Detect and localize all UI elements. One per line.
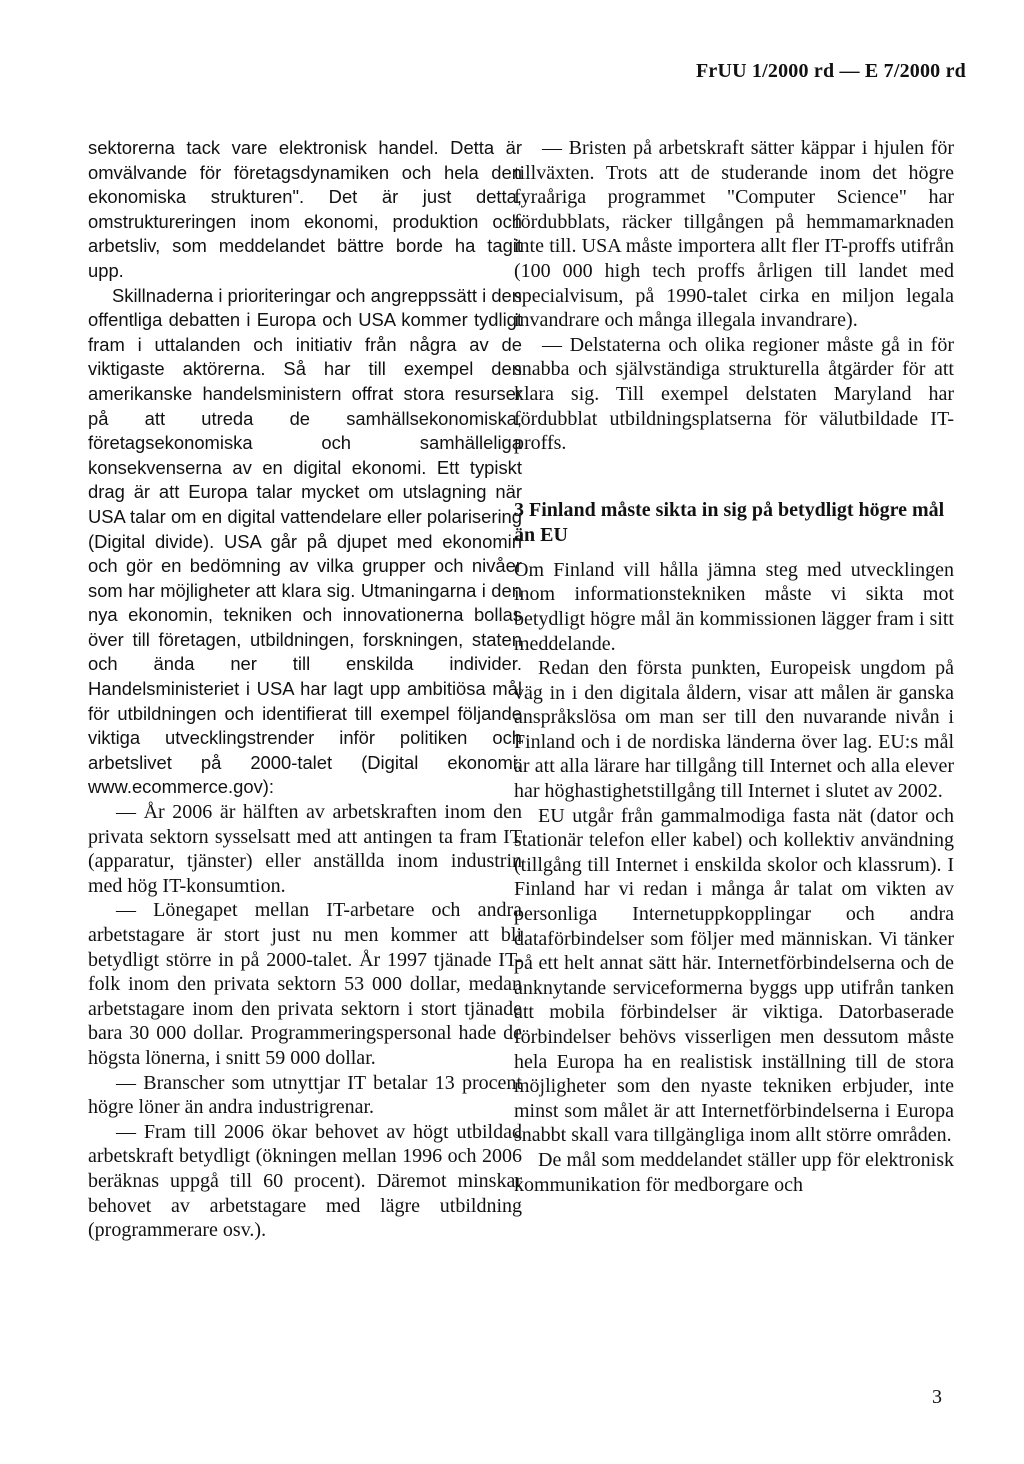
right-column (514, 136, 954, 1197)
section-heading: 3 Finland måste sikta in sig på betydligt högre mål än EU (514, 498, 945, 546)
youth-digital-paragraph: Redan den första punkten, Europeisk ungdom på väg in i den digitala åldern, visar att målen är ganska anspråkslösa om man ser till den nuvarande nivån i Finland och i de nordiska länderna över lag. EU:s mål är att alla lärare har tillgång till Internet och alla elever har höghastighetstillgång till Internet i slutet av 2002. (514, 657, 954, 803)
page-number: 3 (932, 1386, 942, 1408)
opening-paragraph: sektorerna tack vare elektronisk handel. Detta är omvälvande för företagsdynamiken och hela den ekonomiska strukturen". Det är just detta, omstruktureringen inom ekonomi, produktion och arbetsliv, som meddelandet bättre borde ha tagit upp. (88, 137, 522, 281)
dash-item-education-demand: — Fram till 2006 ökar behovet av högt utbildad arbetskraft betydligt (ökningen mellan 1996 och 2006 beräknas uppgå till 60 procent). Däremot minskar behovet av arbetstagare med lägre utbildning (programmerare osv.). (88, 1120, 522, 1242)
dash-item-state-measures: — Delstaterna och olika regioner måste gå in för snabba och självständiga strukturella åtgärder för att klara sig. Till exempel delstaten Maryland har fördubblat utbildningsplatserna för välutbildade IT-proffs. (514, 333, 954, 455)
left-column (88, 136, 522, 1243)
finland-goals-paragraph: Om Finland vill hålla jämna steg med utvecklingen inom informationstekniken måste vi sikta mot betydligt högre mål än kommissionen lägger fram i sitt meddelande. (514, 558, 954, 655)
priorities-paragraph: Skillnaderna i prioriteringar och angreppssätt i den offentliga debatten i Europa och USA kommer tydligt fram i uttalanden och initiativ från några av de viktigaste aktörerna. Så har till exempel den amerikanske handelsministern offrat stora resurser på att utreda de samhällsekonomiska, företagsekonomiska och samhälleliga konsekvenserna av en digital ekonomi. Ett typiskt drag är att Europa talar mycket om utslagning när USA talar om en digital vattendelare eller polarisering (Digital divide). USA går på djupet med ekonomin och gör en bedömning av vilka grupper och nivåer som har möjligheter att klara sig. Utmaningarna i den nya ekonomin, tekniken och innovationerna bollas över till företagen, utbildningen, forskningen, staten och ända ner till enskilda individer. Handelsministeriet i USA har lagt upp ambitiösa mål för utbildningen och identifierat till exempel följande viktiga utvecklingstrender inför politiken och arbetslivet på 2000-talet (Digital ekonomi, www.ecommerce.gov): (88, 284, 522, 798)
fixed-networks-paragraph: EU utgår från gammalmodiga fasta nät (dator och stationär telefon eller kabel) och kollektiv användning (tillgång till Internet i enskilda skolor och klassrum). I Finland har vi redan i många år talat om vikten av personliga Internetuppkopplingar och andra dataförbindelser som följer med människan. Vi tänker på ett helt annat sätt här. Internetförbindelserna och de anknytande serviceformerna byggs upp utifrån tanken att mobila förbindelser är viktiga. Datorbaserade förbindelser behövs visserligen men dessutom måste hela Europa ha en realistisk inställning till de stora möjligheter som den nyaste tekniken erbjuder, inte minst som målet är att Internetförbindelserna i Europa snabbt skall vara tillgängliga inom allt större områden. (514, 804, 954, 1147)
dash-item-it-workforce: — År 2006 är hälften av arbetskraften inom den privata sektorn sysselsatt med att antingen ta fram IT (apparatur, tjänster) eller anställda inom industrin med hög IT-konsumtion. (88, 801, 522, 897)
communication-goals-paragraph: De mål som meddelandet ställer upp för elektronisk kommunikation för medborgare och (514, 1148, 954, 1196)
dash-item-it-wages: — Branscher som utnyttjar IT betalar 13 procent högre löner än andra industrigrenar. (88, 1071, 522, 1119)
dash-item-wage-gap: — Lönegapet mellan IT-arbetare och andra arbetstagare är stort just nu men kommer att bli betydligt större in på 2000-talet. År 1997 tjänade IT-folk inom den privata sektorn 53 000 dollar, medan arbetstagare inom den privata sektorn i stort tjänade bara 30 000 dollar. Programmeringspersonal hade de högsta lönerna, i snitt 59 000 dollar. (88, 899, 522, 1069)
running-header: FrUU 1/2000 rd — E 7/2000 rd (695, 60, 966, 82)
dash-item-labour-shortage: — Bristen på arbetskraft sätter käppar i hjulen för tillväxten. Trots att de studerande inom det högre fyraåriga programmet "Computer Science" har fördubblats, räcker tillgången på hemmamarknaden inte till. USA måste importera allt fler IT-proffs utifrån (100 000 high tech proffs årligen till landet med specialvisum, på 1990-talet cirka en miljon legala invandrare och många illegala invandrare). (514, 137, 954, 332)
